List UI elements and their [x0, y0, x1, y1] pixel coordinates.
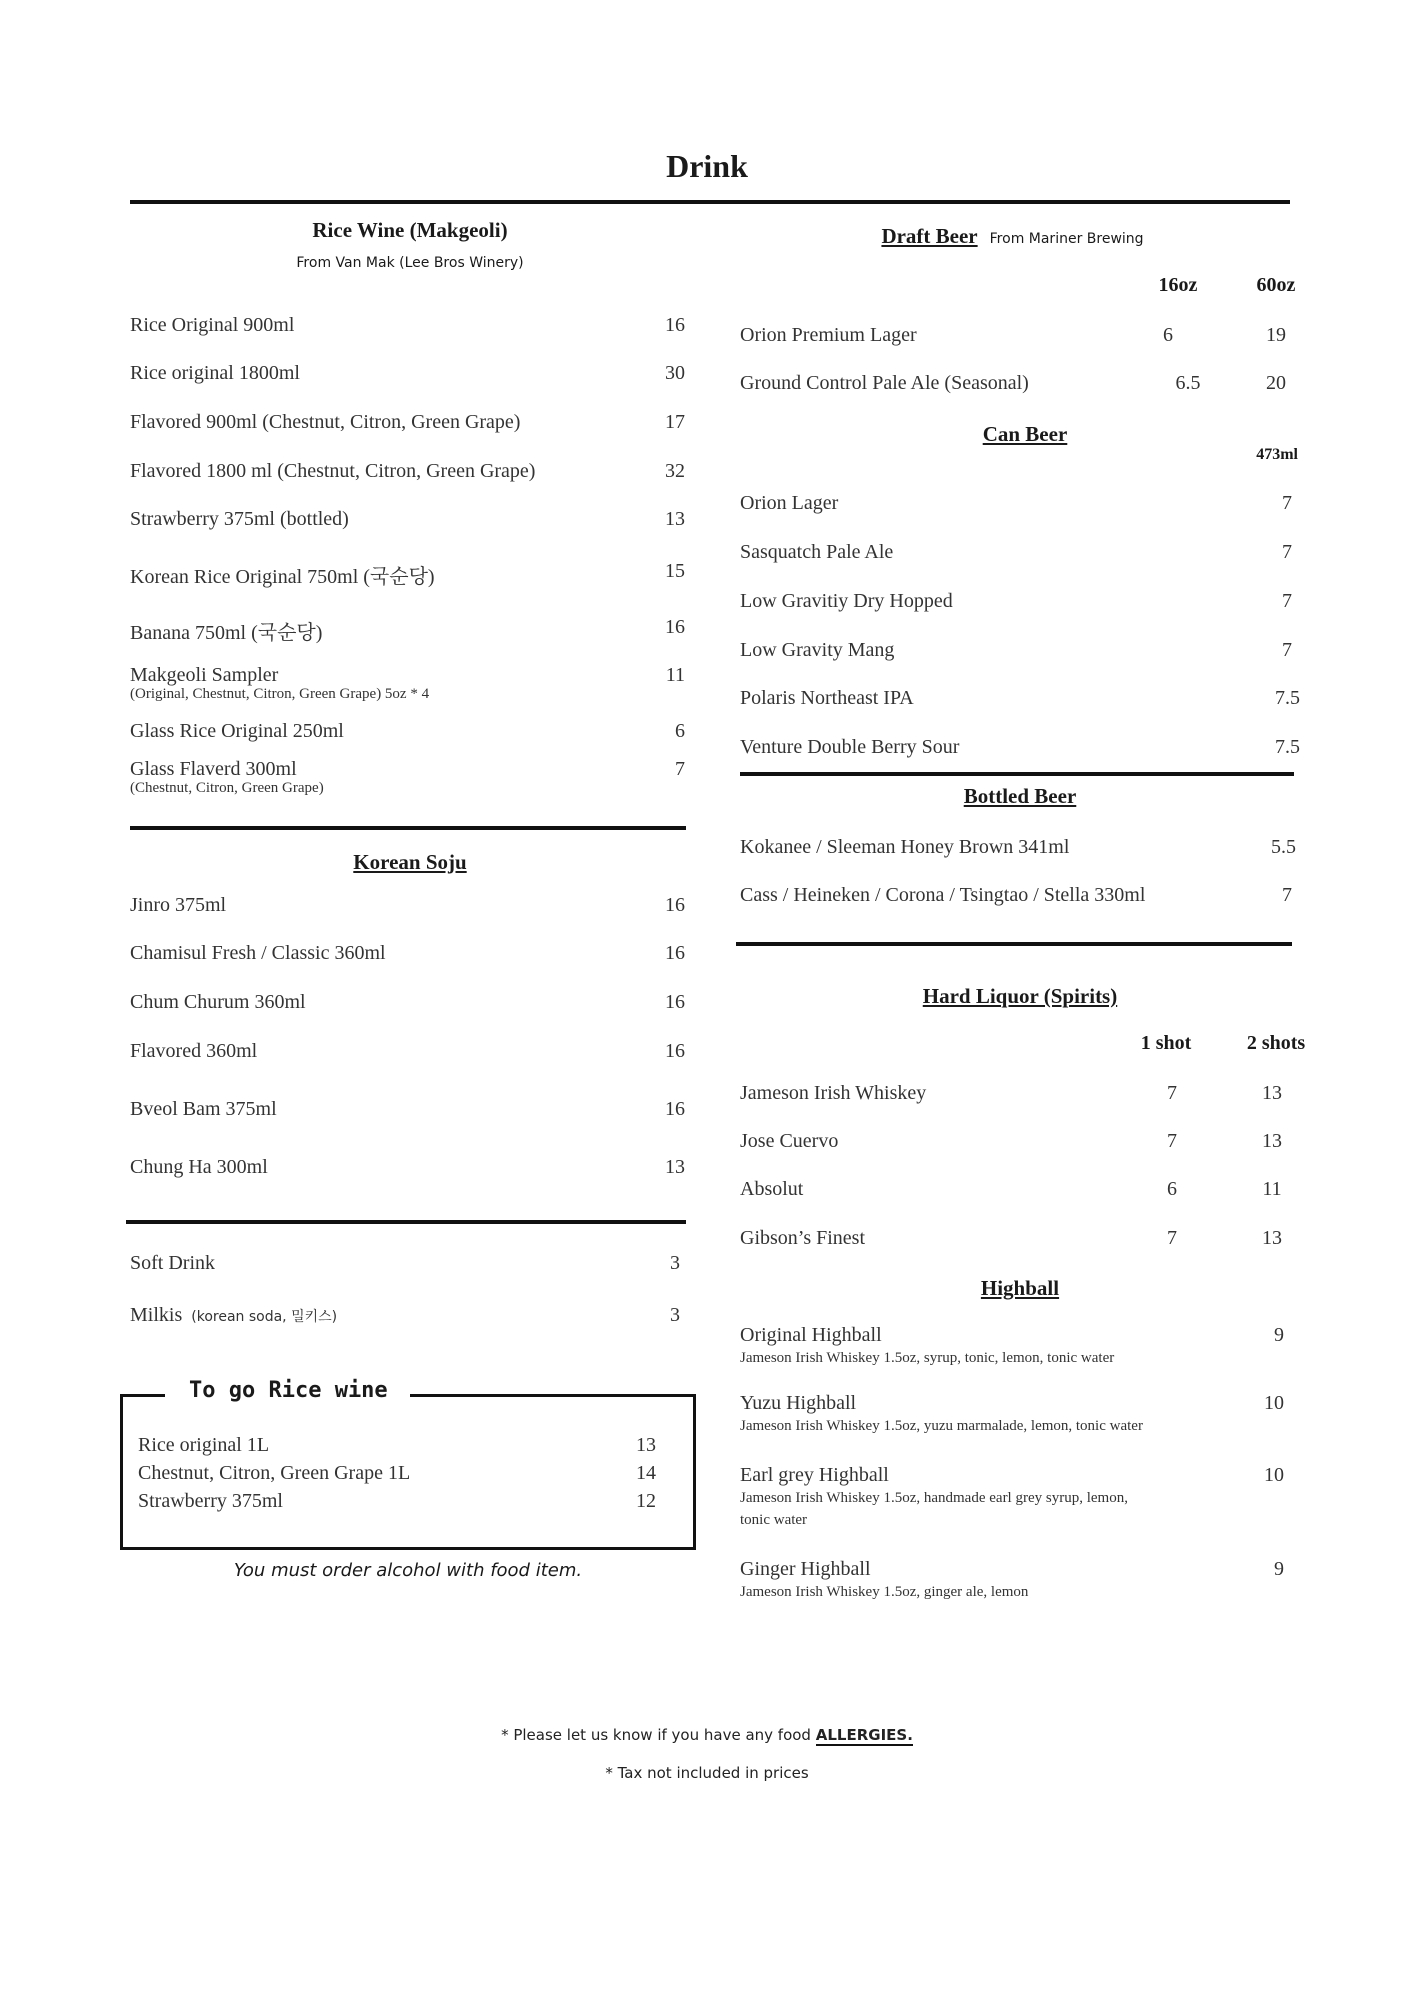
soju-divider — [130, 826, 686, 830]
rice-wine-item: Makgeoli Sampler — [130, 664, 279, 686]
liquor-price-1-shot: 7 — [1167, 1130, 1177, 1152]
bottled-divider — [740, 772, 1294, 776]
rice-wine-price: 6 — [675, 720, 685, 742]
can-beer-item: Low Gravitiy Dry Hopped — [740, 590, 953, 612]
soft-item-name: Milkis — [130, 1304, 183, 1326]
bottled-beer-title: Bottled Beer — [963, 784, 1077, 808]
soft-item-note: (korean soda, 밀키스) — [191, 1309, 338, 1325]
draft-beer-subtitle: From Mariner Brewing — [989, 231, 1144, 247]
liquor-item: Jameson Irish Whiskey — [740, 1082, 927, 1104]
draft-col-60oz: 60oz — [1256, 274, 1296, 296]
can-beer-item: Venture Double Berry Sour — [740, 736, 960, 758]
to-go-item: Strawberry 375ml — [138, 1490, 283, 1512]
can-beer-item: Sasquatch Pale Ale — [740, 541, 894, 563]
can-beer-col: 473ml — [1256, 446, 1298, 463]
draft-beer-title: Draft Beer — [881, 224, 978, 248]
rice-wine-item: Banana 750ml (국순당) — [130, 622, 323, 644]
rice-wine-title: Rice Wine (Makgeoli) — [312, 218, 508, 242]
can-beer-title: Can Beer — [982, 422, 1068, 446]
liquor-price-2-shots: 11 — [1262, 1178, 1282, 1200]
highball-price: 10 — [1264, 1464, 1284, 1486]
liquor-price-1-shot: 7 — [1167, 1082, 1177, 1104]
to-go-title: To go Rice wine — [165, 1378, 410, 1403]
soju-item: Jinro 375ml — [130, 894, 227, 916]
rice-wine-item: Flavored 900ml (Chestnut, Citron, Green Grape) — [130, 411, 521, 433]
liquor-col-2-shots: 2 shots — [1246, 1032, 1306, 1054]
draft-col-16oz: 16oz — [1158, 274, 1198, 296]
soft-item — [130, 1304, 337, 1327]
soju-item: Chung Ha 300ml — [130, 1156, 268, 1178]
highball-item: Yuzu Highball — [740, 1392, 857, 1414]
rice-wine-item: Glass Flaverd 300ml — [130, 758, 297, 780]
rice-wine-item: Rice Original 900ml — [130, 314, 295, 336]
rice-wine-price: 17 — [665, 411, 685, 433]
soft-price: 3 — [670, 1304, 680, 1326]
liquor-item: Gibson’s Finest — [740, 1227, 866, 1249]
bottled-beer-item: Kokanee / Sleeman Honey Brown 341ml — [740, 836, 1070, 858]
highball-desc: Jameson Irish Whiskey 1.5oz, syrup, tonic, lemon, tonic water — [740, 1350, 1115, 1366]
rice-wine-price: 15 — [665, 560, 685, 582]
to-go-price: 13 — [636, 1434, 656, 1456]
allergy-note — [0, 1726, 1414, 1744]
bottled-beer-price: 7 — [1282, 884, 1292, 906]
liquor-item: Jose Cuervo — [740, 1130, 839, 1152]
rice-wine-item: Korean Rice Original 750ml (국순당) — [130, 566, 435, 588]
highball-desc: Jameson Irish Whiskey 1.5oz, ginger ale, lemon — [740, 1584, 1029, 1600]
rice-wine-price: 11 — [665, 664, 685, 686]
draft-beer-item: Ground Control Pale Ale (Seasonal) — [740, 372, 1029, 394]
soju-price: 13 — [665, 1156, 685, 1178]
hard-liquor-title: Hard Liquor (Spirits) — [922, 984, 1118, 1008]
soju-price: 16 — [665, 1098, 685, 1120]
soft-item: Soft Drink — [130, 1252, 215, 1274]
soju-price: 16 — [665, 894, 685, 916]
can-beer-price: 7 — [1282, 639, 1292, 661]
rice-wine-item: Rice original 1800ml — [130, 362, 300, 384]
liquor-price-2-shots: 13 — [1262, 1227, 1282, 1249]
can-beer-price: 7.5 — [1275, 687, 1300, 709]
highball-desc-line2: tonic water — [740, 1512, 808, 1528]
to-go-price: 14 — [636, 1462, 656, 1484]
liquor-divider — [736, 942, 1292, 946]
rice-wine-price: 7 — [675, 758, 685, 780]
rice-wine-price: 16 — [665, 314, 685, 336]
liquor-price-1-shot: 6 — [1167, 1178, 1177, 1200]
to-go-item: Rice original 1L — [138, 1434, 270, 1456]
highball-price: 9 — [1274, 1324, 1284, 1346]
tax-note: * Tax not included in prices — [605, 1764, 809, 1782]
soft-divider — [126, 1220, 686, 1224]
liquor-price-2-shots: 13 — [1262, 1130, 1282, 1152]
highball-desc: Jameson Irish Whiskey 1.5oz, yuzu marmalade, lemon, tonic water — [740, 1418, 1143, 1434]
rice-wine-item: Strawberry 375ml (bottled) — [130, 508, 349, 530]
top-divider — [130, 200, 1290, 204]
highball-item: Earl grey Highball — [740, 1464, 889, 1486]
rice-wine-item: Flavored 1800 ml (Chestnut, Citron, Green Grape) — [130, 460, 536, 482]
can-beer-price: 7 — [1282, 492, 1292, 514]
soju-price: 16 — [665, 1040, 685, 1062]
can-beer-item: Orion Lager — [740, 492, 839, 514]
soju-item: Bveol Bam 375ml — [130, 1098, 277, 1120]
soju-price: 16 — [665, 942, 685, 964]
page-title: Drink — [666, 148, 748, 184]
soju-item: Chamisul Fresh / Classic 360ml — [130, 942, 386, 964]
rice-wine-subtitle: From Van Mak (Lee Bros Winery) — [296, 255, 524, 271]
can-beer-item: Polaris Northeast IPA — [740, 687, 914, 709]
draft-beer-price-60oz: 20 — [1266, 372, 1286, 394]
soju-item: Chum Churum 360ml — [130, 991, 306, 1013]
rice-wine-price: 16 — [665, 616, 685, 638]
rice-wine-sub: (Original, Chestnut, Citron, Green Grape) 5oz * 4 — [130, 686, 430, 702]
draft-beer-item: Orion Premium Lager — [740, 324, 917, 346]
liquor-price-2-shots: 13 — [1262, 1082, 1282, 1104]
rice-wine-price: 30 — [665, 362, 685, 384]
soju-item: Flavored 360ml — [130, 1040, 258, 1062]
draft-beer-price-60oz: 19 — [1266, 324, 1286, 346]
liquor-price-1-shot: 7 — [1167, 1227, 1177, 1249]
allergy-note-text: * Please let us know if you have any food — [501, 1726, 811, 1744]
to-go-note: You must order alcohol with food item. — [233, 1560, 583, 1581]
soju-title: Korean Soju — [353, 850, 467, 874]
soju-price: 16 — [665, 991, 685, 1013]
to-go-price: 12 — [636, 1490, 656, 1512]
highball-desc: Jameson Irish Whiskey 1.5oz, handmade earl grey syrup, lemon, — [740, 1490, 1128, 1506]
bottled-beer-price: 5.5 — [1271, 836, 1296, 858]
allergy-note-emphasis: ALLERGIES. — [815, 1726, 913, 1744]
draft-beer-price-16oz: 6 — [1163, 324, 1173, 346]
bottled-beer-item: Cass / Heineken / Corona / Tsingtao / Stella 330ml — [740, 884, 1146, 906]
highball-price: 9 — [1274, 1558, 1284, 1580]
liquor-item: Absolut — [740, 1178, 804, 1200]
highball-item: Ginger Highball — [740, 1558, 871, 1580]
highball-item: Original Highball — [740, 1324, 882, 1346]
can-beer-item: Low Gravity Mang — [740, 639, 895, 661]
rice-wine-price: 32 — [665, 460, 685, 482]
can-beer-price: 7 — [1282, 590, 1292, 612]
can-beer-price: 7.5 — [1275, 736, 1300, 758]
draft-beer-header — [735, 224, 1290, 249]
liquor-col-1-shot: 1 shot — [1140, 1032, 1192, 1054]
to-go-item: Chestnut, Citron, Green Grape 1L — [138, 1462, 411, 1484]
soft-price: 3 — [670, 1252, 680, 1274]
rice-wine-sub: (Chestnut, Citron, Green Grape) — [130, 780, 324, 796]
rice-wine-item: Glass Rice Original 250ml — [130, 720, 344, 742]
can-beer-price: 7 — [1282, 541, 1292, 563]
rice-wine-price: 13 — [665, 508, 685, 530]
highball-price: 10 — [1264, 1392, 1284, 1414]
highball-title: Highball — [980, 1276, 1060, 1300]
draft-beer-price-16oz: 6.5 — [1175, 372, 1201, 394]
